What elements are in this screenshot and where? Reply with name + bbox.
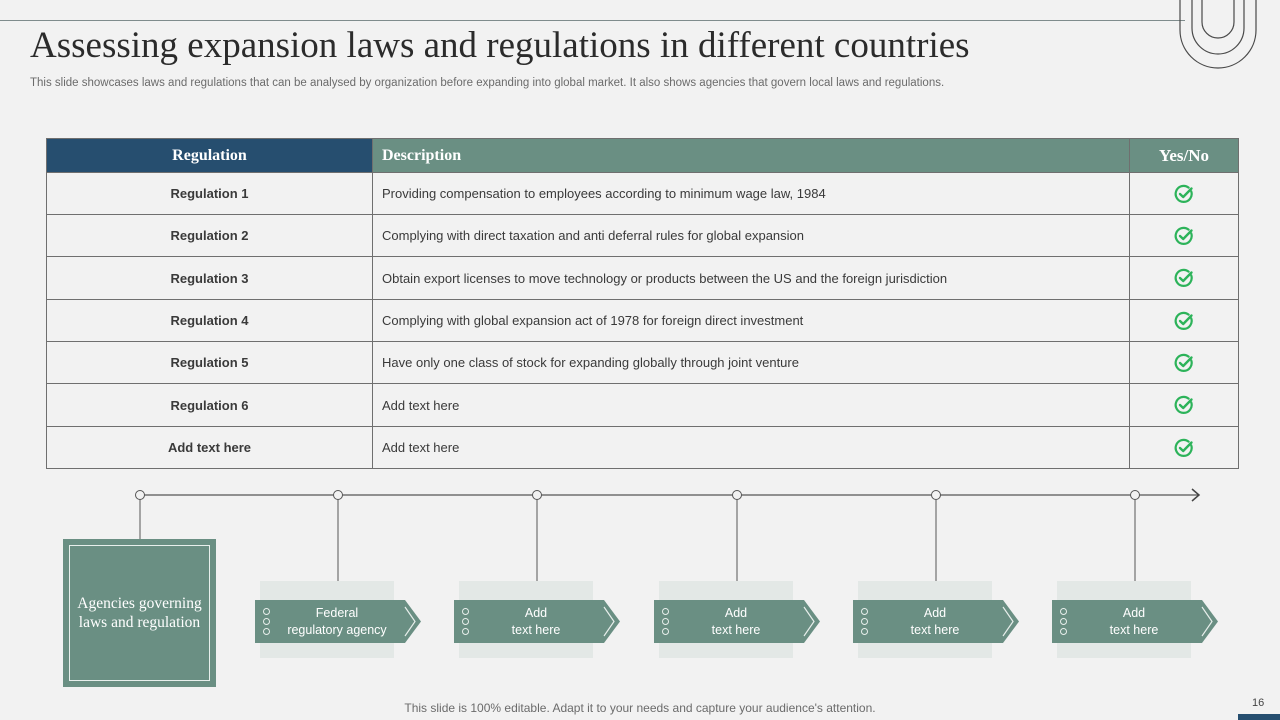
chevron-right-icon bbox=[403, 606, 417, 637]
description-cell: Complying with global expansion act of 1978 for foreign direct investment bbox=[373, 300, 1130, 342]
page-number-bar bbox=[1238, 714, 1280, 720]
regulation-cell: Regulation 1 bbox=[47, 173, 373, 215]
description-cell: Add text here bbox=[373, 427, 1130, 469]
check-circle-icon bbox=[1174, 268, 1194, 288]
header-description: Description bbox=[373, 139, 1130, 173]
check-circle-icon bbox=[1174, 438, 1194, 458]
dots-icon bbox=[861, 608, 869, 638]
table-row bbox=[47, 257, 1239, 300]
check-circle-icon bbox=[1174, 226, 1194, 246]
regulations-table bbox=[46, 138, 1239, 469]
chevron-right-icon bbox=[602, 606, 616, 637]
agency-card bbox=[654, 600, 820, 643]
description-cell: Obtain export licenses to move technology or products between the US and the foreign jurisdiction bbox=[373, 257, 1130, 300]
status-cell bbox=[1130, 300, 1239, 342]
regulation-cell: Add text here bbox=[47, 427, 373, 469]
dots-icon bbox=[1060, 608, 1068, 638]
agency-card-label bbox=[1074, 600, 1194, 643]
regulation-cell: Regulation 3 bbox=[47, 257, 373, 300]
agency-card-line2: text here bbox=[511, 622, 561, 637]
agency-card-label bbox=[277, 600, 397, 643]
agency-card-line1: Federal bbox=[315, 606, 359, 621]
agency-card-label bbox=[875, 600, 995, 643]
description-cell: Add text here bbox=[373, 384, 1130, 427]
status-cell bbox=[1130, 173, 1239, 215]
corner-decoration-icon bbox=[1175, 0, 1265, 70]
status-cell bbox=[1130, 342, 1239, 384]
check-circle-icon bbox=[1174, 311, 1194, 331]
table-row bbox=[47, 215, 1239, 257]
header-regulation: Regulation bbox=[47, 139, 373, 173]
table-row bbox=[47, 300, 1239, 342]
footer-note: This slide is 100% editable. Adapt it to your needs and capture your audience's attention. bbox=[404, 701, 876, 715]
agency-card bbox=[255, 600, 421, 643]
agency-card bbox=[1052, 600, 1218, 643]
agency-card-line1: Add bbox=[923, 606, 947, 621]
status-cell bbox=[1130, 215, 1239, 257]
chevron-right-icon bbox=[1200, 606, 1214, 637]
regulation-cell: Regulation 4 bbox=[47, 300, 373, 342]
agency-card-label bbox=[676, 600, 796, 643]
chevron-right-icon bbox=[802, 606, 816, 637]
agency-card-line2: text here bbox=[1109, 622, 1159, 637]
table-header-row bbox=[47, 139, 1239, 173]
status-cell bbox=[1130, 427, 1239, 469]
top-rule bbox=[0, 20, 1185, 21]
agency-card-line1: Add bbox=[724, 606, 748, 621]
agency-card-line1: Add bbox=[1122, 606, 1146, 621]
table-row bbox=[47, 384, 1239, 427]
agency-card-line1: Add bbox=[524, 606, 548, 621]
regulation-cell: Regulation 2 bbox=[47, 215, 373, 257]
agency-card-line2: regulatory agency bbox=[287, 622, 387, 637]
agency-card bbox=[454, 600, 620, 643]
regulation-cell: Regulation 6 bbox=[47, 384, 373, 427]
header-yes-no: Yes/No bbox=[1130, 139, 1239, 173]
dots-icon bbox=[662, 608, 670, 638]
check-circle-icon bbox=[1174, 353, 1194, 373]
regulation-cell: Regulation 5 bbox=[47, 342, 373, 384]
table-row bbox=[47, 173, 1239, 215]
status-cell bbox=[1130, 384, 1239, 427]
page-title: Assessing expansion laws and regulations in different countries bbox=[30, 25, 970, 66]
page-number: 16 bbox=[1252, 697, 1265, 709]
dots-icon bbox=[462, 608, 470, 638]
description-cell: Have only one class of stock for expanding globally through joint venture bbox=[373, 342, 1130, 384]
description-cell: Providing compensation to employees according to minimum wage law, 1984 bbox=[373, 173, 1130, 215]
status-cell bbox=[1130, 257, 1239, 300]
description-cell: Complying with direct taxation and anti deferral rules for global expansion bbox=[373, 215, 1130, 257]
agency-card bbox=[853, 600, 1019, 643]
agencies-heading-box bbox=[63, 539, 216, 687]
check-circle-icon bbox=[1174, 184, 1194, 204]
agency-card-line2: text here bbox=[711, 622, 761, 637]
agency-card-label bbox=[476, 600, 596, 643]
dots-icon bbox=[263, 608, 271, 638]
table-row bbox=[47, 342, 1239, 384]
agencies-heading: Agencies governing laws and regulation bbox=[69, 545, 210, 681]
check-circle-icon bbox=[1174, 395, 1194, 415]
table-row bbox=[47, 427, 1239, 469]
chevron-right-icon bbox=[1001, 606, 1015, 637]
agency-card-line2: text here bbox=[910, 622, 960, 637]
page-subtitle: This slide showcases laws and regulations that can be analysed by organization before expanding into global market. It also shows agencies that govern local laws and regulations. bbox=[30, 77, 945, 89]
